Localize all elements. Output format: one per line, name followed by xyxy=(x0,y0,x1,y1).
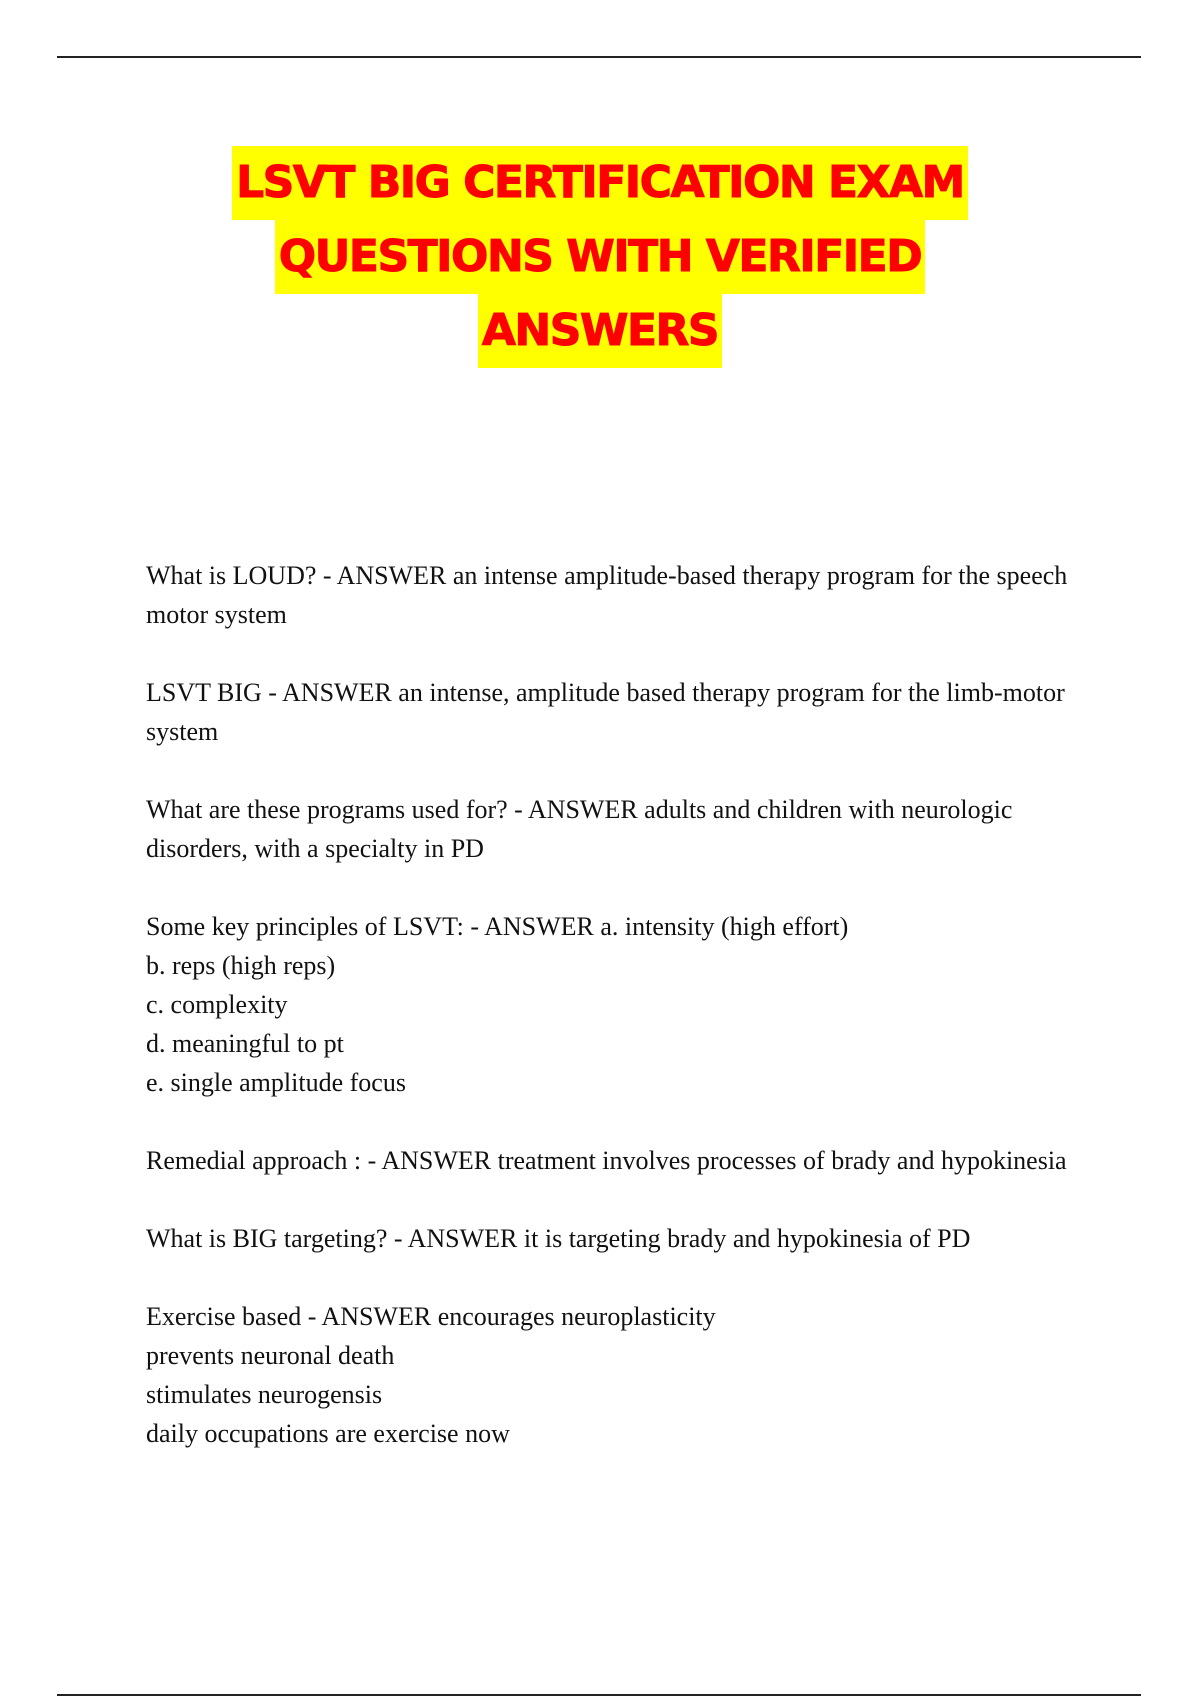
qa-item: Exercise based - ANSWER encourages neuroplasticity prevents neuronal death stimulates neurogensis daily occupations are exercise now xyxy=(146,1302,716,1448)
top-rule xyxy=(57,56,1141,58)
document-title xyxy=(0,146,1200,368)
qa-item: What is BIG targeting? - ANSWER it is targeting brady and hypokinesia of PD xyxy=(146,1224,971,1253)
qa-item: Remedial approach : - ANSWER treatment involves processes of brady and hypokinesia xyxy=(146,1146,1067,1175)
qa-item: What are these programs used for? - ANSWER adults and children with neurologic disorders, with a specialty in PD xyxy=(146,795,1013,863)
title-line-1: LSVT BIG CERTIFICATION EXAM xyxy=(232,146,968,220)
title-line-3: ANSWERS xyxy=(478,294,722,368)
qa-item: LSVT BIG - ANSWER an intense, amplitude based therapy program for the limb-motor system xyxy=(146,678,1065,746)
bottom-rule xyxy=(57,1694,1141,1696)
qa-list xyxy=(146,556,1086,1492)
qa-item: Some key principles of LSVT: - ANSWER a. intensity (high effort) b. reps (high reps) c. complexity d. meaningful to pt e. single amplitude focus xyxy=(146,912,849,1097)
title-line-2: QUESTIONS WITH VERIFIED xyxy=(275,220,925,294)
qa-item: What is LOUD? - ANSWER an intense amplitude-based therapy program for the speech motor system xyxy=(146,561,1068,629)
